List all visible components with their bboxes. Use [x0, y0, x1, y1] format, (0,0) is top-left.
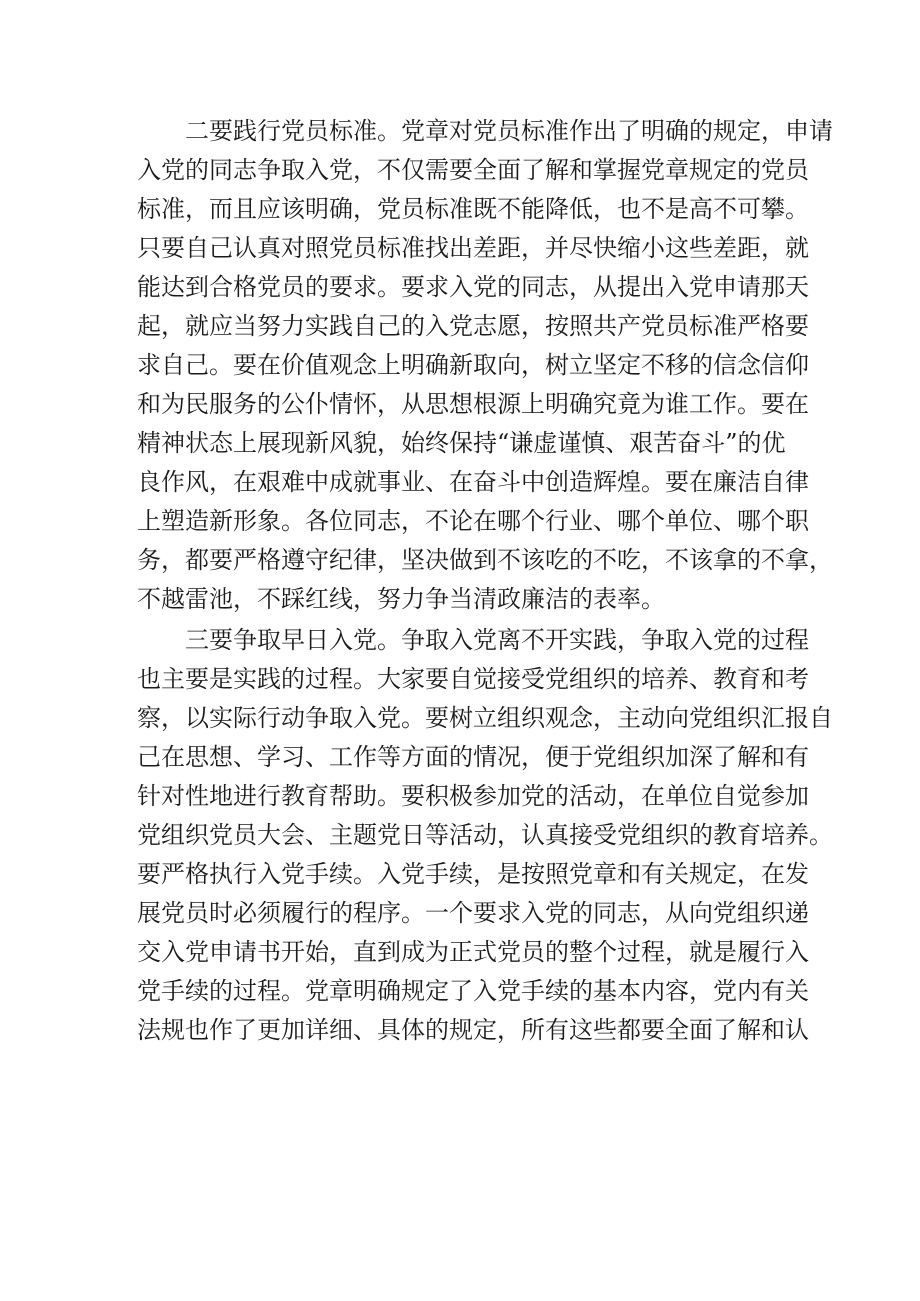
paragraph-1-line-1: 二要践行党员标准。党章对党员标准作出了明确的规定，申请 [185, 117, 833, 145]
paragraph-1-line-9: 精神状态上展现新风貌，始终保持“谦虚谨慎、艰苦奋斗”的优 [137, 429, 786, 457]
paragraph-2-line-5: 针对性地进行教育帮助。要积极参加党的活动，在单位自觉参加 [137, 782, 809, 810]
paragraph-1-line-2: 入党的同志争取入党，不仅需要全面了解和掌握党章规定的党员 [137, 156, 809, 184]
paragraph-1-line-13: 不越雷池，不踩红线，努力争当清政廉洁的表率。 [137, 585, 665, 613]
paragraph-2-line-8: 展党员时必须履行的程序。一个要求入党的同志，从向党组织递 [137, 899, 809, 927]
paragraph-1-line-6: 起，就应当努力实践自己的入党志愿，按照共产党员标准严格要 [137, 312, 809, 340]
paragraph-2-line-2: 也主要是实践的过程。大家要自觉接受党组织的培养、教育和考 [137, 665, 809, 693]
paragraph-2-line-7: 要严格执行入党手续。入党手续，是按照党章和有关规定，在发 [137, 860, 809, 888]
paragraph-2-line-3: 察，以实际行动争取入党。要树立组织观念，主动向党组织汇报自 [137, 704, 833, 732]
paragraph-1-line-4: 只要自己认真对照党员标准找出差距，并尽快缩小这些差距，就 [137, 234, 809, 262]
paragraph-1-line-12: 务，都要严格遵守纪律，坚决做到不该吃的不吃，不该拿的不拿， [137, 546, 833, 574]
paragraph-2-line-1: 三要争取早日入党。争取入党离不开实践，争取入党的过程 [185, 626, 809, 654]
paragraph-1-line-8: 和为民服务的公仆情怀，从思想根源上明确究竟为谁工作。要在 [137, 390, 809, 418]
paragraph-2-line-9: 交入党申请书开始，直到成为正式党员的整个过程，就是履行入 [137, 938, 809, 966]
document-body [137, 112, 833, 1050]
paragraph-1-line-7: 求自己。要在价值观念上明确新取向，树立坚定不移的信念信仰 [137, 351, 809, 379]
paragraph-2-line-6: 党组织党员大会、主题党日等活动，认真接受党组织的教育培养。 [137, 821, 833, 849]
paragraph-1-line-11: 上塑造新形象。各位同志，不论在哪个行业、哪个单位、哪个职 [137, 507, 809, 535]
paragraph-1-line-5: 能达到合格党员的要求。要求入党的同志，从提出入党申请那天 [137, 273, 809, 301]
paragraph-2-line-11: 法规也作了更加详细、具体的规定，所有这些都要全面了解和认 [137, 1016, 809, 1044]
paragraph-1-line-10: 良作风，在艰难中成就事业、在奋斗中创造辉煌。要在廉洁自律 [137, 468, 809, 496]
paragraph-2-line-10: 党手续的过程。党章明确规定了入党手续的基本内容，党内有关 [137, 977, 809, 1005]
paragraph-1-line-3: 标准，而且应该明确，党员标准既不能降低，也不是高不可攀。 [137, 195, 809, 223]
paragraph-2-line-4: 己在思想、学习、工作等方面的情况，便于党组织加深了解和有 [137, 743, 809, 771]
